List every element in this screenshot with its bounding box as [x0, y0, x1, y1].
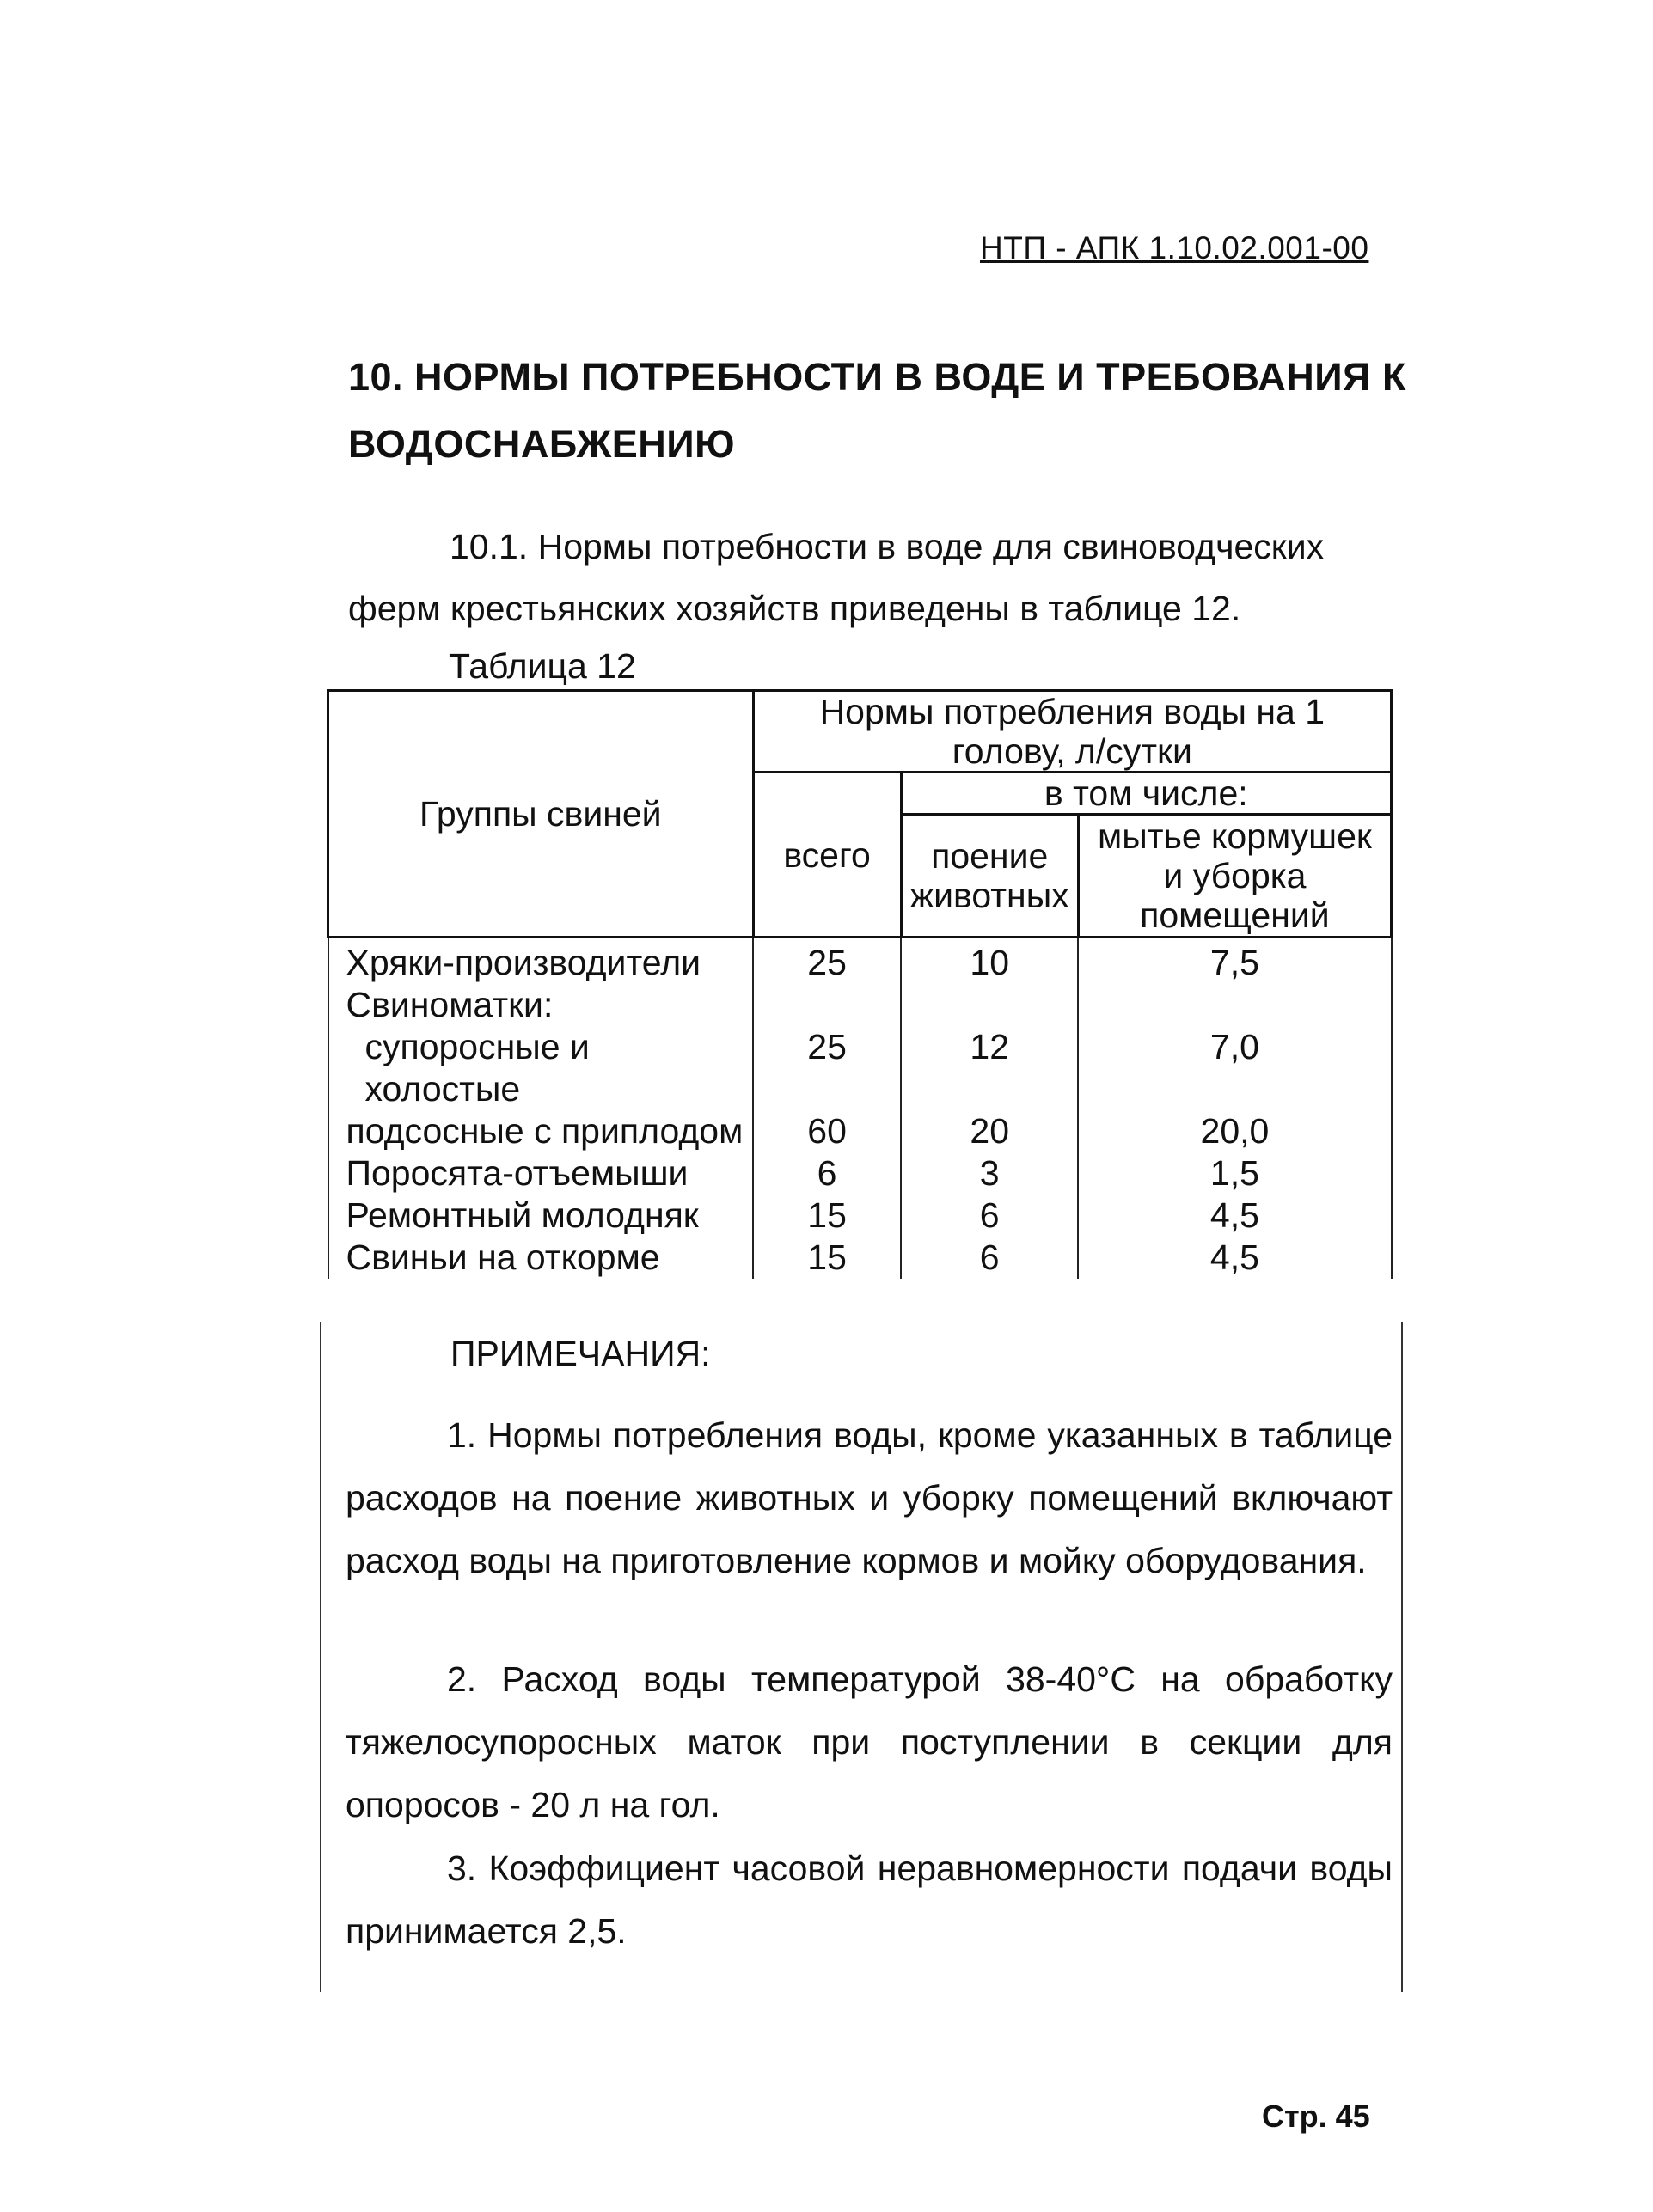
intro-line-1: 10.1. Нормы потребности в воде для свиноводческих	[450, 527, 1325, 566]
table-row	[328, 984, 1392, 1026]
intro-line-2: ферм крестьянских хозяйств приведены в таблице 12.	[348, 589, 1241, 628]
intro-paragraph	[348, 516, 1380, 639]
water-norms-table	[327, 689, 1393, 1279]
cell-total: 60	[753, 1110, 901, 1152]
notes-block	[320, 1322, 1403, 1992]
note-2: 2. Расход воды температурой 38-40°С на обработку тяжелосупоросных маток при поступлении в секции для опоросов - 20 л на гол.	[346, 1659, 1393, 1824]
table-row	[328, 1237, 1392, 1279]
cell-group: Хряки-производители	[328, 938, 754, 985]
cell-total: 6	[753, 1152, 901, 1195]
cell-drinking: 10	[901, 938, 1078, 985]
document-code: НТП - АПК 1.10.02.001-00	[980, 230, 1369, 266]
cell-drinking: 3	[901, 1152, 1078, 1195]
cell-drinking: 6	[901, 1237, 1078, 1279]
cell-group: супоросные и холостые	[328, 1026, 754, 1110]
table-row	[328, 1110, 1392, 1152]
cell-washing: 1,5	[1078, 1152, 1391, 1195]
cell-washing: 7,5	[1078, 938, 1391, 985]
cell-group: подсосные с приплодом	[328, 1110, 754, 1152]
cell-total: 25	[753, 1026, 901, 1110]
notes-title: ПРИМЕЧАНИЯ:	[450, 1334, 711, 1373]
header-norms: Нормы потребления воды на 1 голову, л/сутки	[753, 691, 1391, 773]
header-including: в том числе:	[901, 773, 1391, 815]
cell-washing: 20,0	[1078, 1110, 1391, 1152]
cell-drinking: 6	[901, 1195, 1078, 1237]
header-group: Группы свиней	[328, 691, 754, 938]
table-row	[328, 1026, 1392, 1110]
page-number: Стр. 45	[1262, 2099, 1370, 2134]
cell-group: Свиноматки:	[328, 984, 754, 1026]
cell-washing: 4,5	[1078, 1195, 1391, 1237]
cell-total: 15	[753, 1237, 901, 1279]
cell-washing: 7,0	[1078, 1026, 1391, 1110]
cell-group: Ремонтный молодняк	[328, 1195, 754, 1237]
cell-total: 25	[753, 938, 901, 985]
cell-drinking: 12	[901, 1026, 1078, 1110]
cell-drinking: 20	[901, 1110, 1078, 1152]
header-total: всего	[753, 773, 901, 938]
header-drinking: поение животных	[901, 815, 1078, 938]
note-1: 1. Нормы потребления воды, кроме указанных в таблице расходов на поение животных и уборку помещений включают расход воды на приготовление кормов и мойку оборудования.	[346, 1415, 1393, 1580]
table-caption: Таблица 12	[449, 646, 636, 686]
table-row	[328, 1195, 1392, 1237]
table-row	[328, 1152, 1392, 1195]
cell-group: Свиньи на откорме	[328, 1237, 754, 1279]
note-3: 3. Коэффициент часовой неравномерности подачи воды принимается 2,5.	[346, 1848, 1393, 1951]
cell-total: 15	[753, 1195, 901, 1237]
cell-washing	[1078, 984, 1391, 1026]
cell-total	[753, 984, 901, 1026]
cell-group: Поросята-отъемыши	[328, 1152, 754, 1195]
table-row	[328, 938, 1392, 985]
cell-washing: 4,5	[1078, 1237, 1391, 1279]
section-heading: 10. НОРМЫ ПОТРЕБНОСТИ В ВОДЕ И ТРЕБОВАНИЯ К ВОДОСНАБЖЕНИЮ	[348, 355, 1406, 466]
cell-drinking	[901, 984, 1078, 1026]
header-washing: мытье кормушек и уборка помещений	[1078, 815, 1391, 938]
